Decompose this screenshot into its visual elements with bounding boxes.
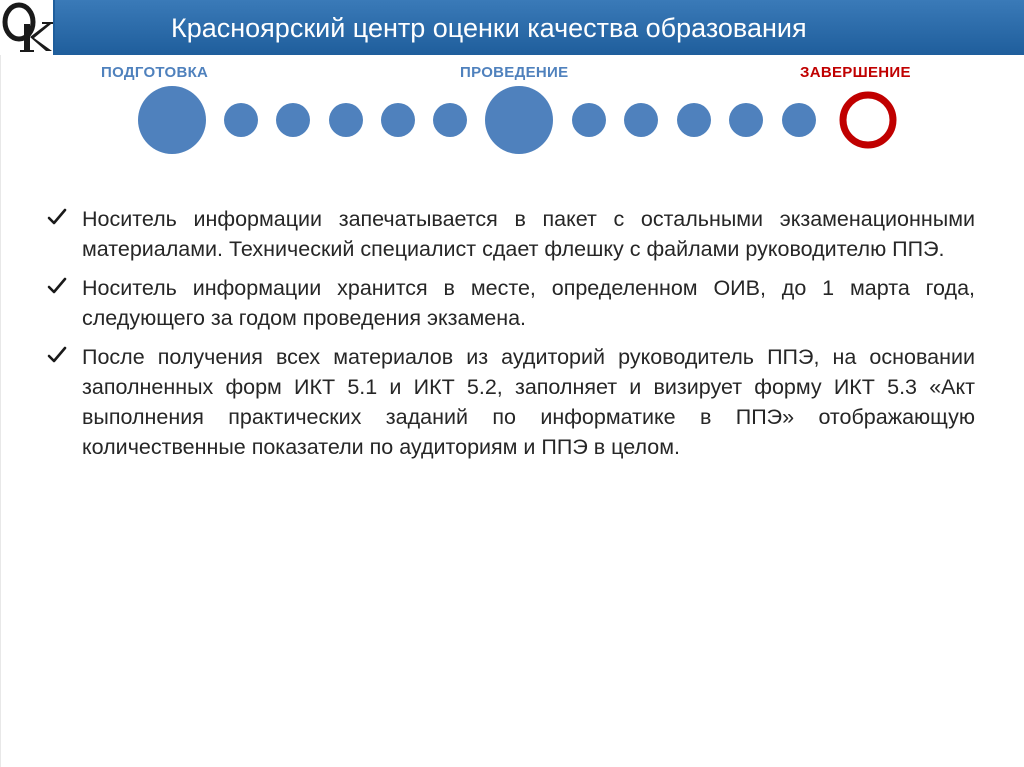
stage-marker-preparation	[138, 86, 206, 154]
step-dot	[624, 103, 658, 137]
step-dot	[329, 103, 363, 137]
page-title: Красноярский центр оценки качества образования	[171, 13, 807, 43]
list-item	[40, 273, 975, 333]
checkmark-icon	[46, 275, 68, 297]
stage-label-conduct: ПРОВЕДЕНИЕ	[460, 64, 569, 81]
stage-label-completion: ЗАВЕРШЕНИЕ	[800, 64, 911, 81]
step-dot	[433, 103, 467, 137]
progress-timeline	[0, 0, 1024, 170]
step-dot	[224, 103, 258, 137]
step-dot	[276, 103, 310, 137]
list-item	[40, 204, 975, 264]
step-dot	[729, 103, 763, 137]
list-item-text: Носитель информации хранится в месте, определенном ОИВ, до 1 марта года, следующего за годом проведения экзамена.	[82, 276, 975, 330]
stage-marker-conduct	[485, 86, 553, 154]
list-item-text: После получения всех материалов из аудиторий руководитель ППЭ, на основании заполненных форм ИКТ 5.1 и ИКТ 5.2, заполняет и визирует форму ИКТ 5.3 «Акт выполнения практических заданий по информатике в ППЭ» отображающую количественные показатели по аудиториям и ППЭ в целом.	[82, 345, 975, 459]
step-dot	[782, 103, 816, 137]
bullet-list	[40, 204, 975, 471]
step-dot	[381, 103, 415, 137]
step-dot	[677, 103, 711, 137]
list-item-text: Носитель информации запечатывается в пакет с остальными экзаменационными материалами. Технический специалист сдает флешку с файлами руководителю ППЭ.	[82, 207, 975, 261]
step-dot	[572, 103, 606, 137]
list-item	[40, 342, 975, 462]
stage-marker-completion	[843, 95, 893, 145]
checkmark-icon	[46, 206, 68, 228]
stage-label-preparation: ПОДГОТОВКА	[101, 64, 209, 81]
checkmark-icon	[46, 344, 68, 366]
